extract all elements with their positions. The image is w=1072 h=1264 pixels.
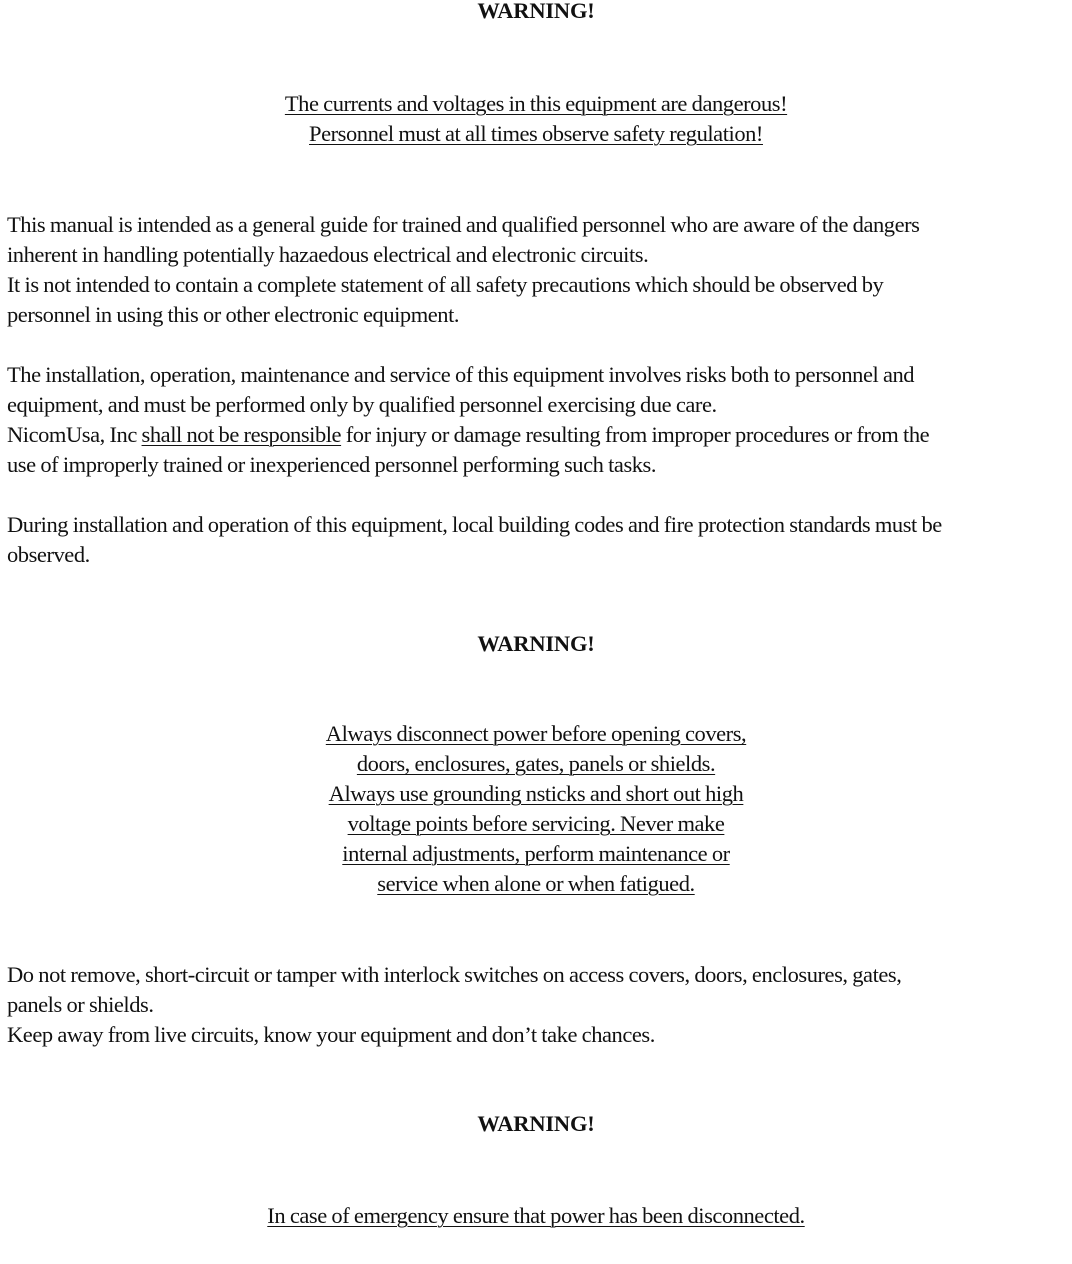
body-4-line-3: Keep away from live circuits, know your equipment and don’t take chances. (7, 1022, 655, 1047)
body-1-line-3: It is not intended to contain a complete statement of all safety precautions which should be observed by (7, 272, 884, 297)
body-2-line-2: equipment, and must be performed only by qualified personnel exercising due care. (7, 392, 717, 417)
warning-2-line-4: voltage points before servicing. Never make (347, 811, 725, 836)
warning-2-line-1: Always disconnect power before opening covers, (325, 721, 747, 746)
body-1-line-1: This manual is intended as a general guide for trained and qualified personnel who are aware of the dangers (7, 212, 920, 237)
warning-1-line-2: Personnel must at all times observe safety regulation! (309, 121, 763, 146)
body-1-line-2: inherent in handling potentially hazaedous electrical and electronic circuits. (7, 242, 649, 267)
body-4-line-2: panels or shields. (7, 992, 154, 1017)
body-2-line-3: NicomUsa, Inc shall not be responsible for injury or damage resulting from improper procedures or from the (7, 422, 930, 447)
warning-heading-3: WARNING! (477, 1111, 595, 1136)
warning-heading-2: WARNING! (477, 631, 595, 656)
warning-2-line-6: service when alone or when fatigued. (377, 871, 695, 896)
warning-2-line-2: doors, enclosures, gates, panels or shields. (356, 751, 716, 776)
liability-disclaimer: shall not be responsible (141, 422, 342, 447)
warning-1-line-1: The currents and voltages in this equipment are dangerous! (284, 91, 788, 116)
warning-3-line-1: In case of emergency ensure that power has been disconnected. (267, 1203, 805, 1228)
warning-2-line-5: internal adjustments, perform maintenance or (342, 841, 730, 866)
warning-2-line-3: Always use grounding nsticks and short out high (328, 781, 744, 806)
body-1-line-4: personnel in using this or other electronic equipment. (7, 302, 460, 327)
warning-heading-1: WARNING! (477, 0, 595, 23)
body-3-line-2: observed. (7, 542, 90, 567)
body-4-line-1: Do not remove, short-circuit or tamper with interlock switches on access covers, doors, enclosures, gates, (7, 962, 902, 987)
body-3-line-1: During installation and operation of this equipment, local building codes and fire protection standards must be (7, 512, 942, 537)
company-name: NicomUsa, Inc (7, 422, 142, 447)
body-2-line-4: use of improperly trained or inexperienced personnel performing such tasks. (7, 452, 657, 477)
body-2-line-1: The installation, operation, maintenance and service of this equipment involves risks both to personnel and (7, 362, 915, 387)
